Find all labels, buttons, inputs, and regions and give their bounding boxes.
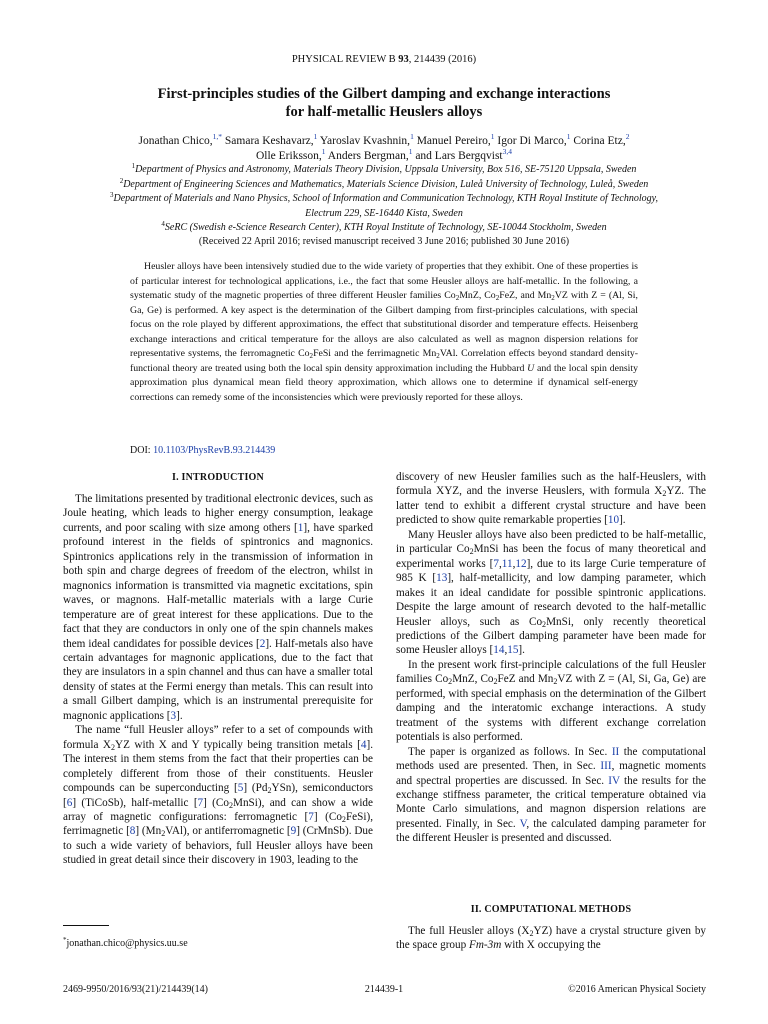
paragraph: discovery of new Heusler families such as the half-Heuslers, with formula XYZ, and the inverse Heuslers, with formula $X_2YZ$. The latter tend to exhibit a different crystal structure and have been predicted to show quite remarkable properties [10]. <box>396 471 707 527</box>
citation-link[interactable]: 7 <box>197 796 204 809</box>
author[interactable]: Jonathan Chico, <box>138 135 213 147</box>
paragraph: The paper is organized as follows. In Sec. II the computational methods used are presented. Then, in Sec. III, magnetic moments and spectral properties are discussed. In Sec. IV the results for the exchange stiffness parameter, the critical temperature obtained via Monte Carlo simulations, and magnon dispersion relations are presented. Finally, in Sec. V, the calculated damping parameter for the different Heusler is presented and discussed. <box>396 745 707 845</box>
journal-name: PHYSICAL REVIEW B <box>291 54 396 65</box>
section-link[interactable]: V <box>519 817 527 830</box>
author[interactable]: Yaroslav Kvashnin, <box>319 135 411 147</box>
doi <box>130 445 275 456</box>
citation-link[interactable]: 3 <box>170 709 177 722</box>
citation-link[interactable]: 7 <box>493 557 499 570</box>
footnote <box>63 938 188 949</box>
doi-link[interactable]: 10.1103/PhysRevB.93.214439 <box>153 445 276 456</box>
section-heading-introduction: I. INTRODUCTION <box>172 472 264 483</box>
author-affiliation-mark[interactable]: 1 <box>566 132 571 141</box>
author-list <box>80 134 688 164</box>
citation-link[interactable]: 1 <box>297 521 304 534</box>
section-heading-computational-methods: II. COMPUTATIONAL METHODS <box>470 904 632 915</box>
footer-copyright: ©2016 American Physical Society <box>568 984 706 995</box>
citation-link[interactable]: 14 <box>493 644 505 657</box>
affiliation-2: $^2$Department of Engineering Sciences and Mathematics, Materials Science Division, Luleå University of Technology, Luleå, Sweden <box>119 176 649 190</box>
citation-link[interactable]: 11 <box>501 557 513 570</box>
citation-link[interactable]: 9 <box>290 825 297 838</box>
author[interactable]: and Lars Bergqvist <box>415 150 503 162</box>
citation-link[interactable]: 15 <box>507 644 519 657</box>
citation-link[interactable]: 8 <box>129 825 136 838</box>
paragraph: The limitations presented by traditional electronic devices, such as Joule heating, which leads to higher energy consumption, leakage currents, and poor scaling with size among others [1], have sparked profound interest in the fields of spintronics and magnonics. Spintronics applications rely in the transmission of information in both spin and charge degrees of freedom of the electron, whilst in magnonics information is transmitted via magnetic excitations, spin waves, or magnons. Half-metallic materials with a large Curie temperature are of great interest for these applications. Due to the fact that they are conductors in only one of the spin channels makes them ideal candidates for possible devices [2]. Half-metals also have certain advantages for magnonic applications, due to the fact that they are insulators in a spin channel and thus can have a smaller total density of states at the Fermi energy than metals. This can result into a small Gilbert damping, which is an instrumental prerequisite for magnonic applications [3]. <box>63 493 373 722</box>
author-affiliation-mark[interactable]: 3,4 <box>502 147 513 156</box>
author[interactable]: Manuel Pereiro, <box>416 135 491 147</box>
paragraph: The name “full Heusler alloys” refer to a set of compounds with formula $X_2YZ$ with X and Y typically being transition metals [4]. The interest in them stems from the fact that their properties can be completely different from those of their constituents. Heusler compounds can be superconducting [5] $(Pd_2YSn)$, semiconductors [6] (TiCoSb), half-metallic [7] $(Co_2MnSi)$, and can show a wide array of magnetic configurations: ferromagnetic [7] $(Co_2FeSi)$, ferrimagnetic [8] $(Mn_2VAl)$, or antiferromagnetic [9] (CrMnSb). Due to such a wide variety of behaviors, full Heusler alloys have been studied in great detail since their discovery in 1903, leading to the <box>63 724 373 867</box>
author-affiliation-mark[interactable]: 1,* <box>212 132 223 141</box>
doi-label: DOI: <box>130 445 151 456</box>
received-dates: (Received 22 April 2016; revised manuscript received 3 June 2016; published 30 June 2016) <box>198 236 570 247</box>
journal-header <box>0 54 768 65</box>
author[interactable]: Olle Eriksson, <box>255 150 322 162</box>
footnote-mark: * <box>63 936 67 944</box>
abstract: Heusler alloys have been intensively studied due to the wide variety of properties that they exhibit. One of these properties is of particular interest for technological applications, i.e., the fact that some Heusler alloys are half-metallic. In the following, a systematic study of the magnetic properties of three different Heusler families $Co_2MnZ$, $Co_2FeZ$, and $Mn_2VZ$ with Z = (Al, Si, Ga, Ge) is performed. A key aspect is the determination of the Gilbert damping from first-principles calculations, with special focus on the role played by different approximations, the effect that substitutional disorder and temperature effects. Heisenberg exchange interactions and critical temperature for the alloys are also calculated as well as magnon dispersion relations for representative systems, the ferromagnetic $Co_2FeSi$ and the ferrimagnetic $Mn_2VAl$. Correlation effects beyond standard density-functional theory are treated using both the local spin density approximation including the Hubbard U and the local spin density approximation plus dynamical mean field theory approximation, which allows one to determine if dynamical self-energy corrections can remedy some of the inconsistencies which were previously reported for these alloys. <box>130 261 638 403</box>
section-link[interactable]: III <box>600 760 612 773</box>
author[interactable]: Igor Di Marco, <box>497 135 567 147</box>
right-column-continued <box>396 924 706 953</box>
citation-link[interactable]: 2 <box>259 637 266 650</box>
affiliation-4: $^4$SeRC (Swedish e-Science Research Center), KTH Royal Institute of Technology, SE-10044 Stockholm, Sweden <box>161 220 607 233</box>
footer-issn: 2469-9950/2016/93(21)/214439(14) <box>63 984 208 995</box>
section-link[interactable]: II <box>611 745 620 758</box>
author-affiliation-mark[interactable]: 1 <box>313 132 318 141</box>
paragraph: In the present work first-principle calculations of the full Heusler families $Co_2MnZ$, $Co_2FeZ$ and $Mn_2VZ$ with Z = (Al, Si, Ga, Ge) are performed, with special emphasis on the determination of the Gilbert damping and the interatomic exchange interactions. A study treatment of the systems with different exchange correlation potentials is also performed. <box>396 658 707 744</box>
citation-link[interactable]: 12 <box>515 557 527 570</box>
affiliation-3: $^3$Department of Materials and Nano Physics, School of Information and Communication Technology, KTH Royal Institute of Technology, Electrum 229, SE-16440 Kista, Sweden <box>109 191 658 219</box>
left-column <box>63 492 373 868</box>
section-link[interactable]: IV <box>608 774 620 787</box>
affiliation-1: $^1$Department of Physics and Astronomy, Materials Theory Division, Uppsala University, Box 516, SE-75120 Uppsala, Sweden <box>131 162 637 175</box>
paragraph: The full Heusler alloys $(X_2YZ)$ have a crystal structure given by the space group Fm-3m with X occupying the <box>396 925 707 952</box>
author[interactable]: Corina Etz, <box>573 135 626 147</box>
author-affiliation-mark[interactable]: 2 <box>625 132 630 141</box>
citation-link[interactable]: 6 <box>66 796 73 809</box>
title-line-2: for half-metallic Heuslers alloys <box>285 104 483 120</box>
footer-page-number: 214439-1 <box>364 984 404 995</box>
citation-link[interactable]: 4 <box>360 738 367 751</box>
citation-link[interactable]: 10 <box>607 514 620 527</box>
author-affiliation-mark[interactable]: 1 <box>321 147 326 156</box>
author-affiliation-mark[interactable]: 1 <box>408 147 413 156</box>
author[interactable]: Anders Bergman, <box>327 150 409 162</box>
author[interactable]: Samara Keshavarz, <box>224 135 314 147</box>
author-affiliation-mark[interactable]: 1 <box>410 132 414 141</box>
citation-link[interactable]: 13 <box>436 572 448 585</box>
paper-title <box>100 85 668 121</box>
title-line-1: First-principles studies of the Gilbert damping and exchange interactions <box>157 86 611 102</box>
citation-link[interactable]: 7 <box>308 810 314 823</box>
right-column <box>396 470 706 846</box>
citation-link[interactable]: 5 <box>237 782 244 795</box>
article-number: , 214439 (2016) <box>408 54 477 65</box>
footnote-divider <box>63 925 109 926</box>
corresponding-email[interactable]: jonathan.chico@physics.uu.se <box>66 938 188 949</box>
affiliations <box>70 163 698 236</box>
journal-volume: 93 <box>398 54 409 65</box>
paragraph: Many Heusler alloys have also been predicted to be half-metallic, in particular $Co_2MnSi$ has been the focus of many theoretical and experimental works [7,11,12], due to its large Curie temperature of 985 K [13], half-metallicity, and low damping parameter, which makes it an ideal candidate for possible spintronic applications. Despite the large amount of research devoted to the half-metallic Heusler alloys, such as $Co_2MnSi$, only recently theoretical predictions of the Gilbert damping parameter have been made for some Heusler alloys [14,15]. <box>396 528 707 657</box>
author-affiliation-mark[interactable]: 1 <box>490 132 495 141</box>
